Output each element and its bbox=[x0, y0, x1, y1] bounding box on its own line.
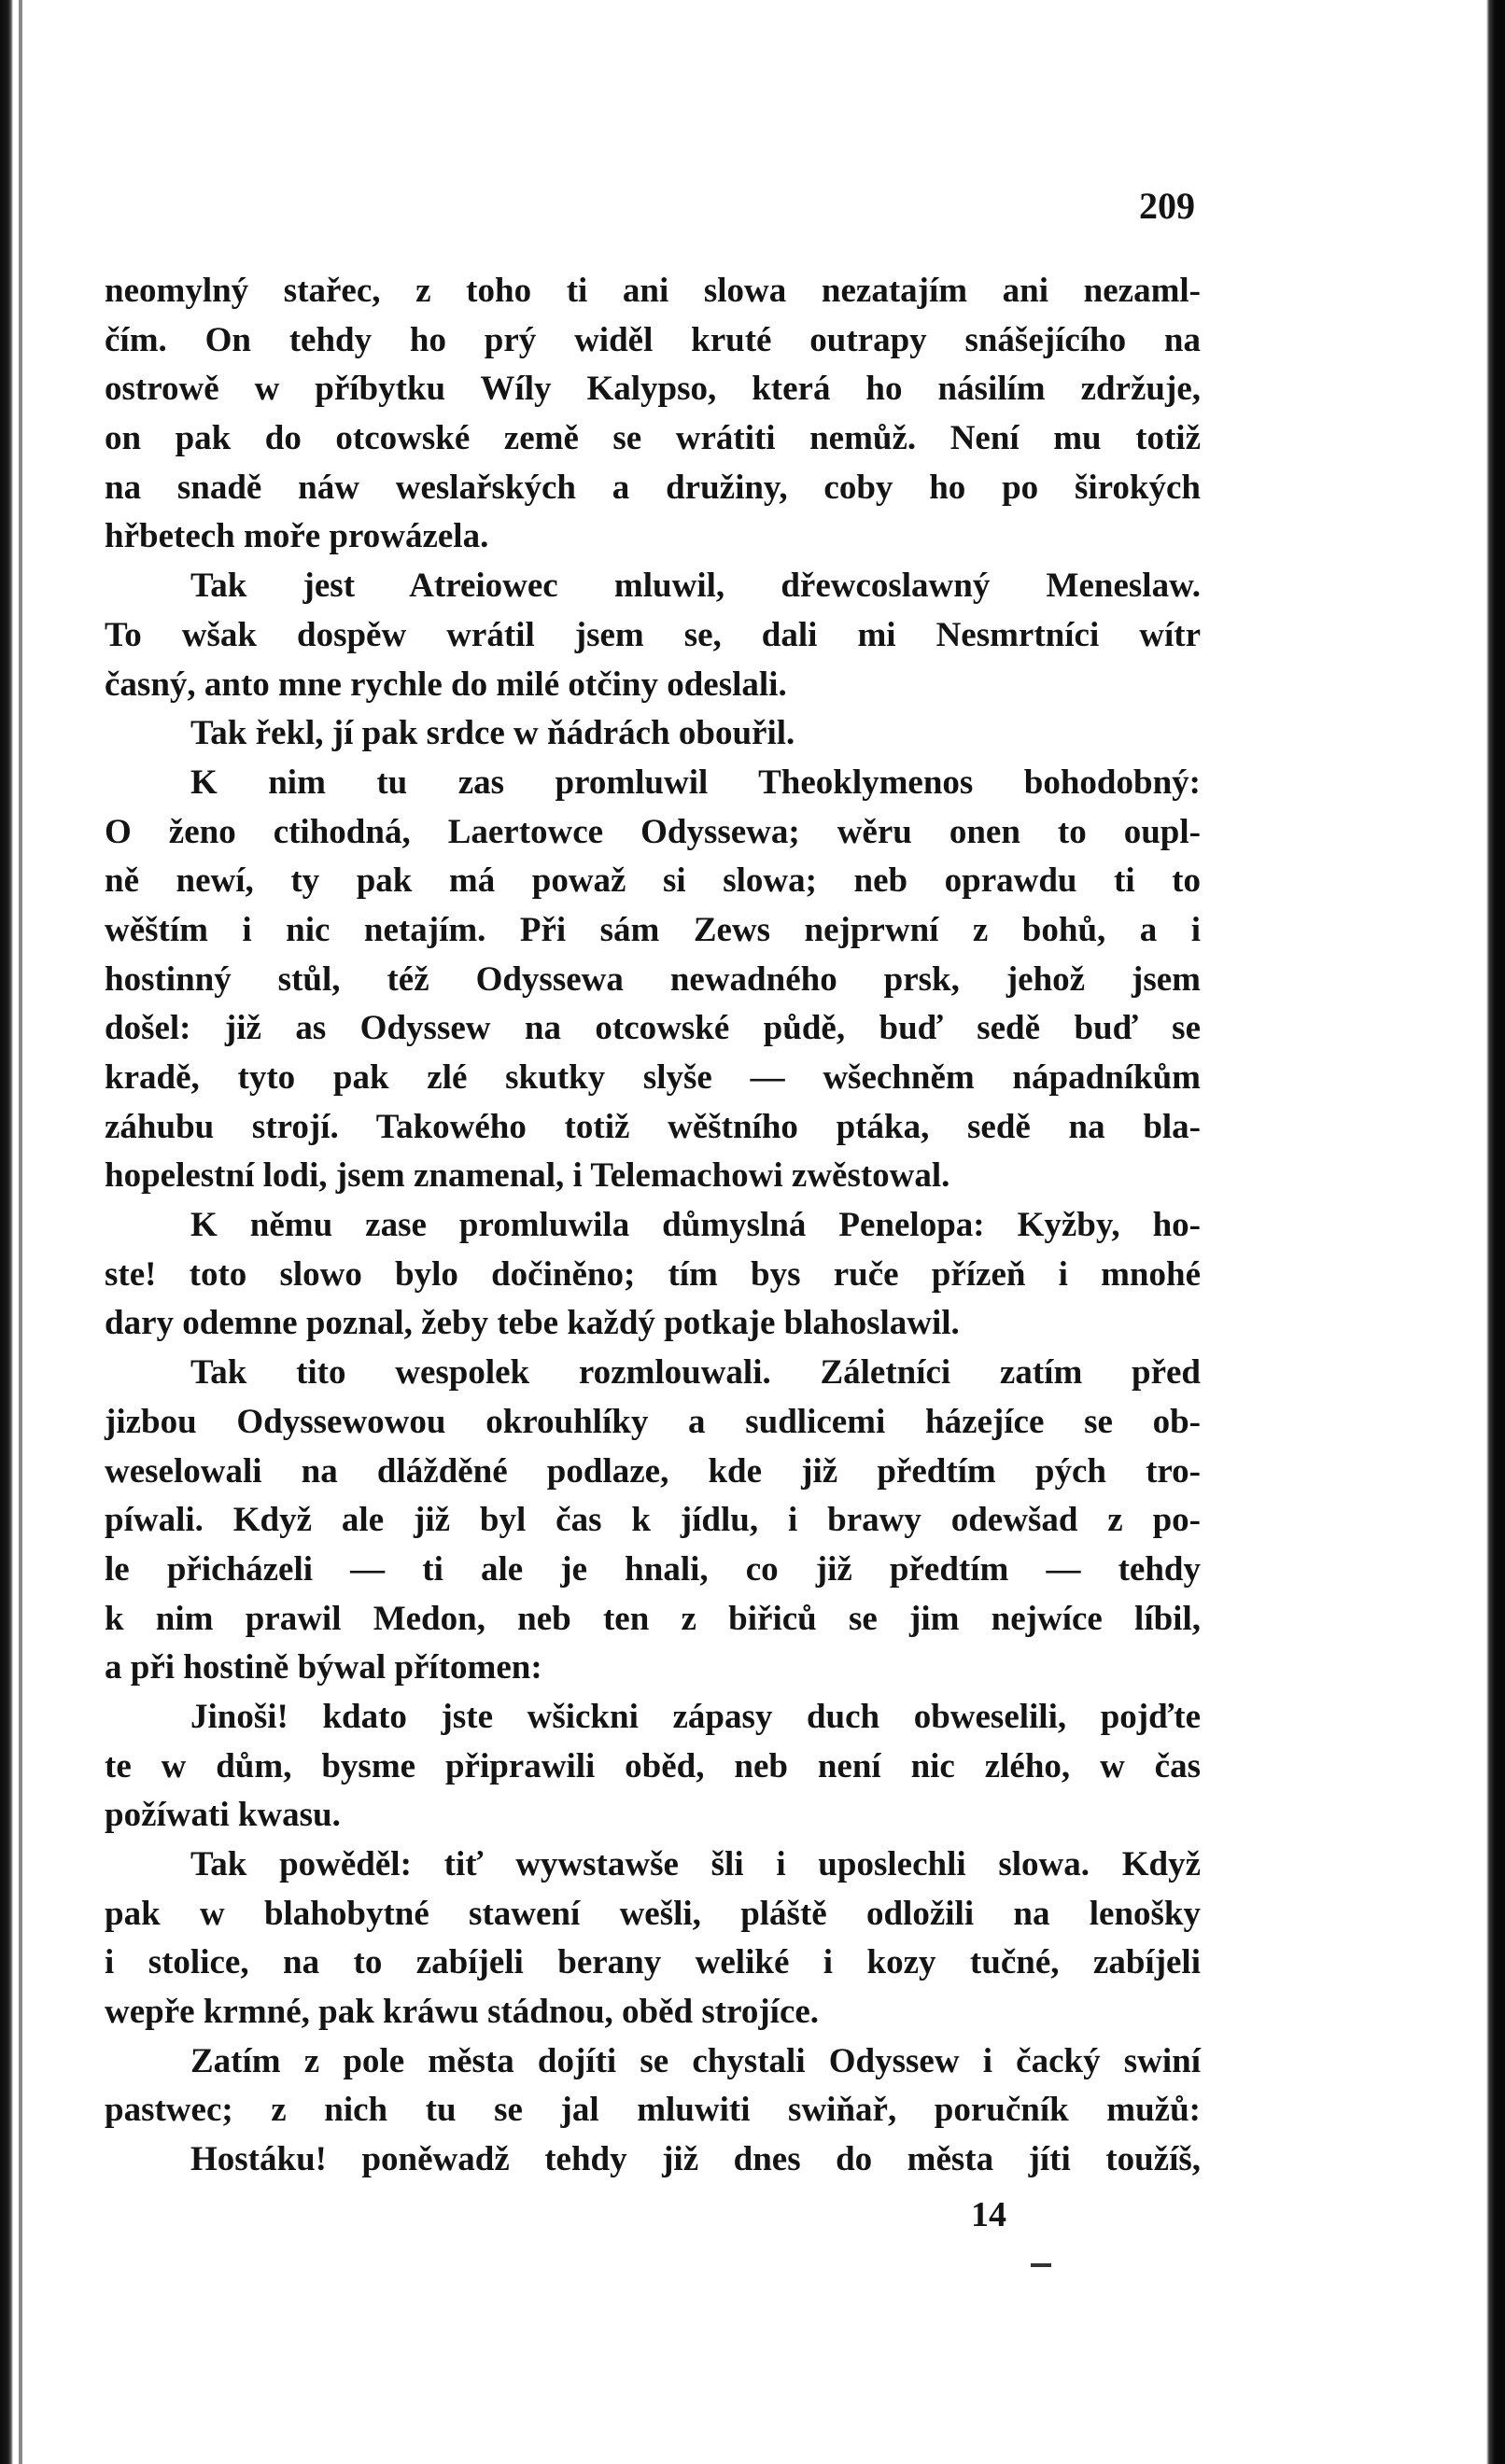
text-line: Tak powěděl: tiť wywstawše šli i uposlechli slowa. Když bbox=[190, 1845, 1201, 1883]
print-mark bbox=[1031, 2263, 1051, 2267]
text-line: došel: již as Odyssew na otcowské půdě, buď sedě buď se bbox=[105, 1009, 1201, 1048]
text-line: a při hostině býwal přítomen: bbox=[105, 1648, 542, 1687]
left-scan-edge bbox=[0, 0, 13, 2464]
text-line: ně newí, ty pak má powaž si slowa; neb oprawdu ti to bbox=[105, 861, 1201, 901]
right-scan-edge bbox=[1486, 0, 1505, 2464]
text-line: Tak řekl, jí pak srdce w ňádrách obouřil. bbox=[190, 714, 795, 753]
text-line: na snadě náw weslařských a družiny, coby ho po širokých bbox=[105, 468, 1201, 507]
text-line: časný, anto mne rychle do milé otčiny odeslali. bbox=[105, 665, 787, 704]
signature-mark: 14 bbox=[971, 2195, 1006, 2234]
text-line: jizbou Odyssewowou okrouhlíky a sudlicemi házejíce se ob- bbox=[105, 1402, 1201, 1441]
text-line: wepře krmné, pak kráwu stádnou, oběd strojíce. bbox=[105, 1993, 820, 2032]
text-line: Tak tito wespolek rozmlouwali. Záletníci zatím před bbox=[190, 1353, 1201, 1393]
text-line: le přicházeli — ti ale je hnali, co již předtím — tehdy bbox=[105, 1549, 1201, 1589]
text-line: weselowali na dlážděné podlaze, kde již předtím pých tro- bbox=[105, 1451, 1201, 1491]
text-line: on pak do otcowské země se wrátiti nemůž. Není mu totiž bbox=[105, 419, 1201, 458]
text-line: hopelestní lodi, jsem znamenal, i Telemachowi zwěstowal. bbox=[105, 1156, 950, 1196]
text-line: Tak jest Atreiowec mluwil, dřewcoslawný Meneslaw. bbox=[190, 567, 1201, 606]
text-line: Hostáku! poněwadž tehdy již dnes do města jíti toužíš, bbox=[190, 2140, 1201, 2179]
left-scan-shadow bbox=[19, 0, 22, 2464]
text-line: dary odemne poznal, žeby tebe každý potkaje blahoslawil. bbox=[105, 1304, 960, 1343]
text-line: ste! toto slowo bylo dočiněno; tím bys ruče přízeň i mnohé bbox=[105, 1254, 1201, 1294]
text-line: k nim prawil Medon, neb ten z biřiců se jim nejwíce líbil, bbox=[105, 1599, 1201, 1638]
text-line: O ženo ctihodná, Laertowce Odyssewa; wěru onen to oupl- bbox=[105, 812, 1201, 851]
page-number: 209 bbox=[1139, 185, 1195, 227]
text-line: neomylný stařec, z toho ti ani slowa nezatajím ani nezaml- bbox=[105, 272, 1201, 310]
text-line: K němu zase promluwila důmyslná Penelopa: Kyžby, ho- bbox=[190, 1206, 1201, 1245]
text-line: pastwec; z nich tu se jal mluwiti swiňař, poručník mužů: bbox=[105, 2091, 1201, 2130]
text-line: čím. On tehdy ho prý widěl kruté outrapy snášejícího na bbox=[105, 320, 1201, 359]
text-line: píwali. Když ale již byl čas k jídlu, i brawy odewšad z po- bbox=[105, 1501, 1201, 1540]
text-line: Jinoši! kdato jste wšickni zápasy duch obweselili, pojďte bbox=[190, 1697, 1201, 1736]
text-line: hostinný stůl, též Odyssewa newadného prsk, jehož jsem bbox=[105, 959, 1201, 999]
text-line: i stolice, na to zabíjeli berany weliké i kozy tučné, zabíjeli bbox=[105, 1943, 1201, 1982]
text-line: To wšak dospěw wrátil jsem se, dali mi Nesmrtníci wítr bbox=[105, 615, 1201, 654]
text-line: pak w blahobytné stawení wešli, pláště odložili na lenošky bbox=[105, 1894, 1201, 1933]
text-line: hřbetech moře prowázela. bbox=[105, 517, 489, 556]
text-line: kradě, tyto pak zlé skutky slyše — wšechněm nápadníkům bbox=[105, 1058, 1201, 1097]
text-line: záhubu strojí. Takowého totiž wěštního ptáka, sedě na bla- bbox=[105, 1107, 1201, 1146]
text-line: K nim tu zas promluwil Theoklymenos bohodobný: bbox=[190, 763, 1201, 802]
text-line: ostrowě w příbytku Wíly Kalypso, která ho násilím zdržuje, bbox=[105, 370, 1201, 409]
body-text bbox=[105, 267, 1201, 2185]
text-line: Zatím z pole města dojíti se chystali Odyssew i čacký swiní bbox=[190, 2041, 1201, 2080]
text-line: požíwati kwasu. bbox=[105, 1796, 341, 1835]
text-line: wěštím i nic netajím. Při sám Zews nejprwní z bohů, a i bbox=[105, 910, 1201, 949]
text-line: te w dům, bysme připrawili oběd, neb není nic zlého, w čas bbox=[105, 1746, 1201, 1785]
